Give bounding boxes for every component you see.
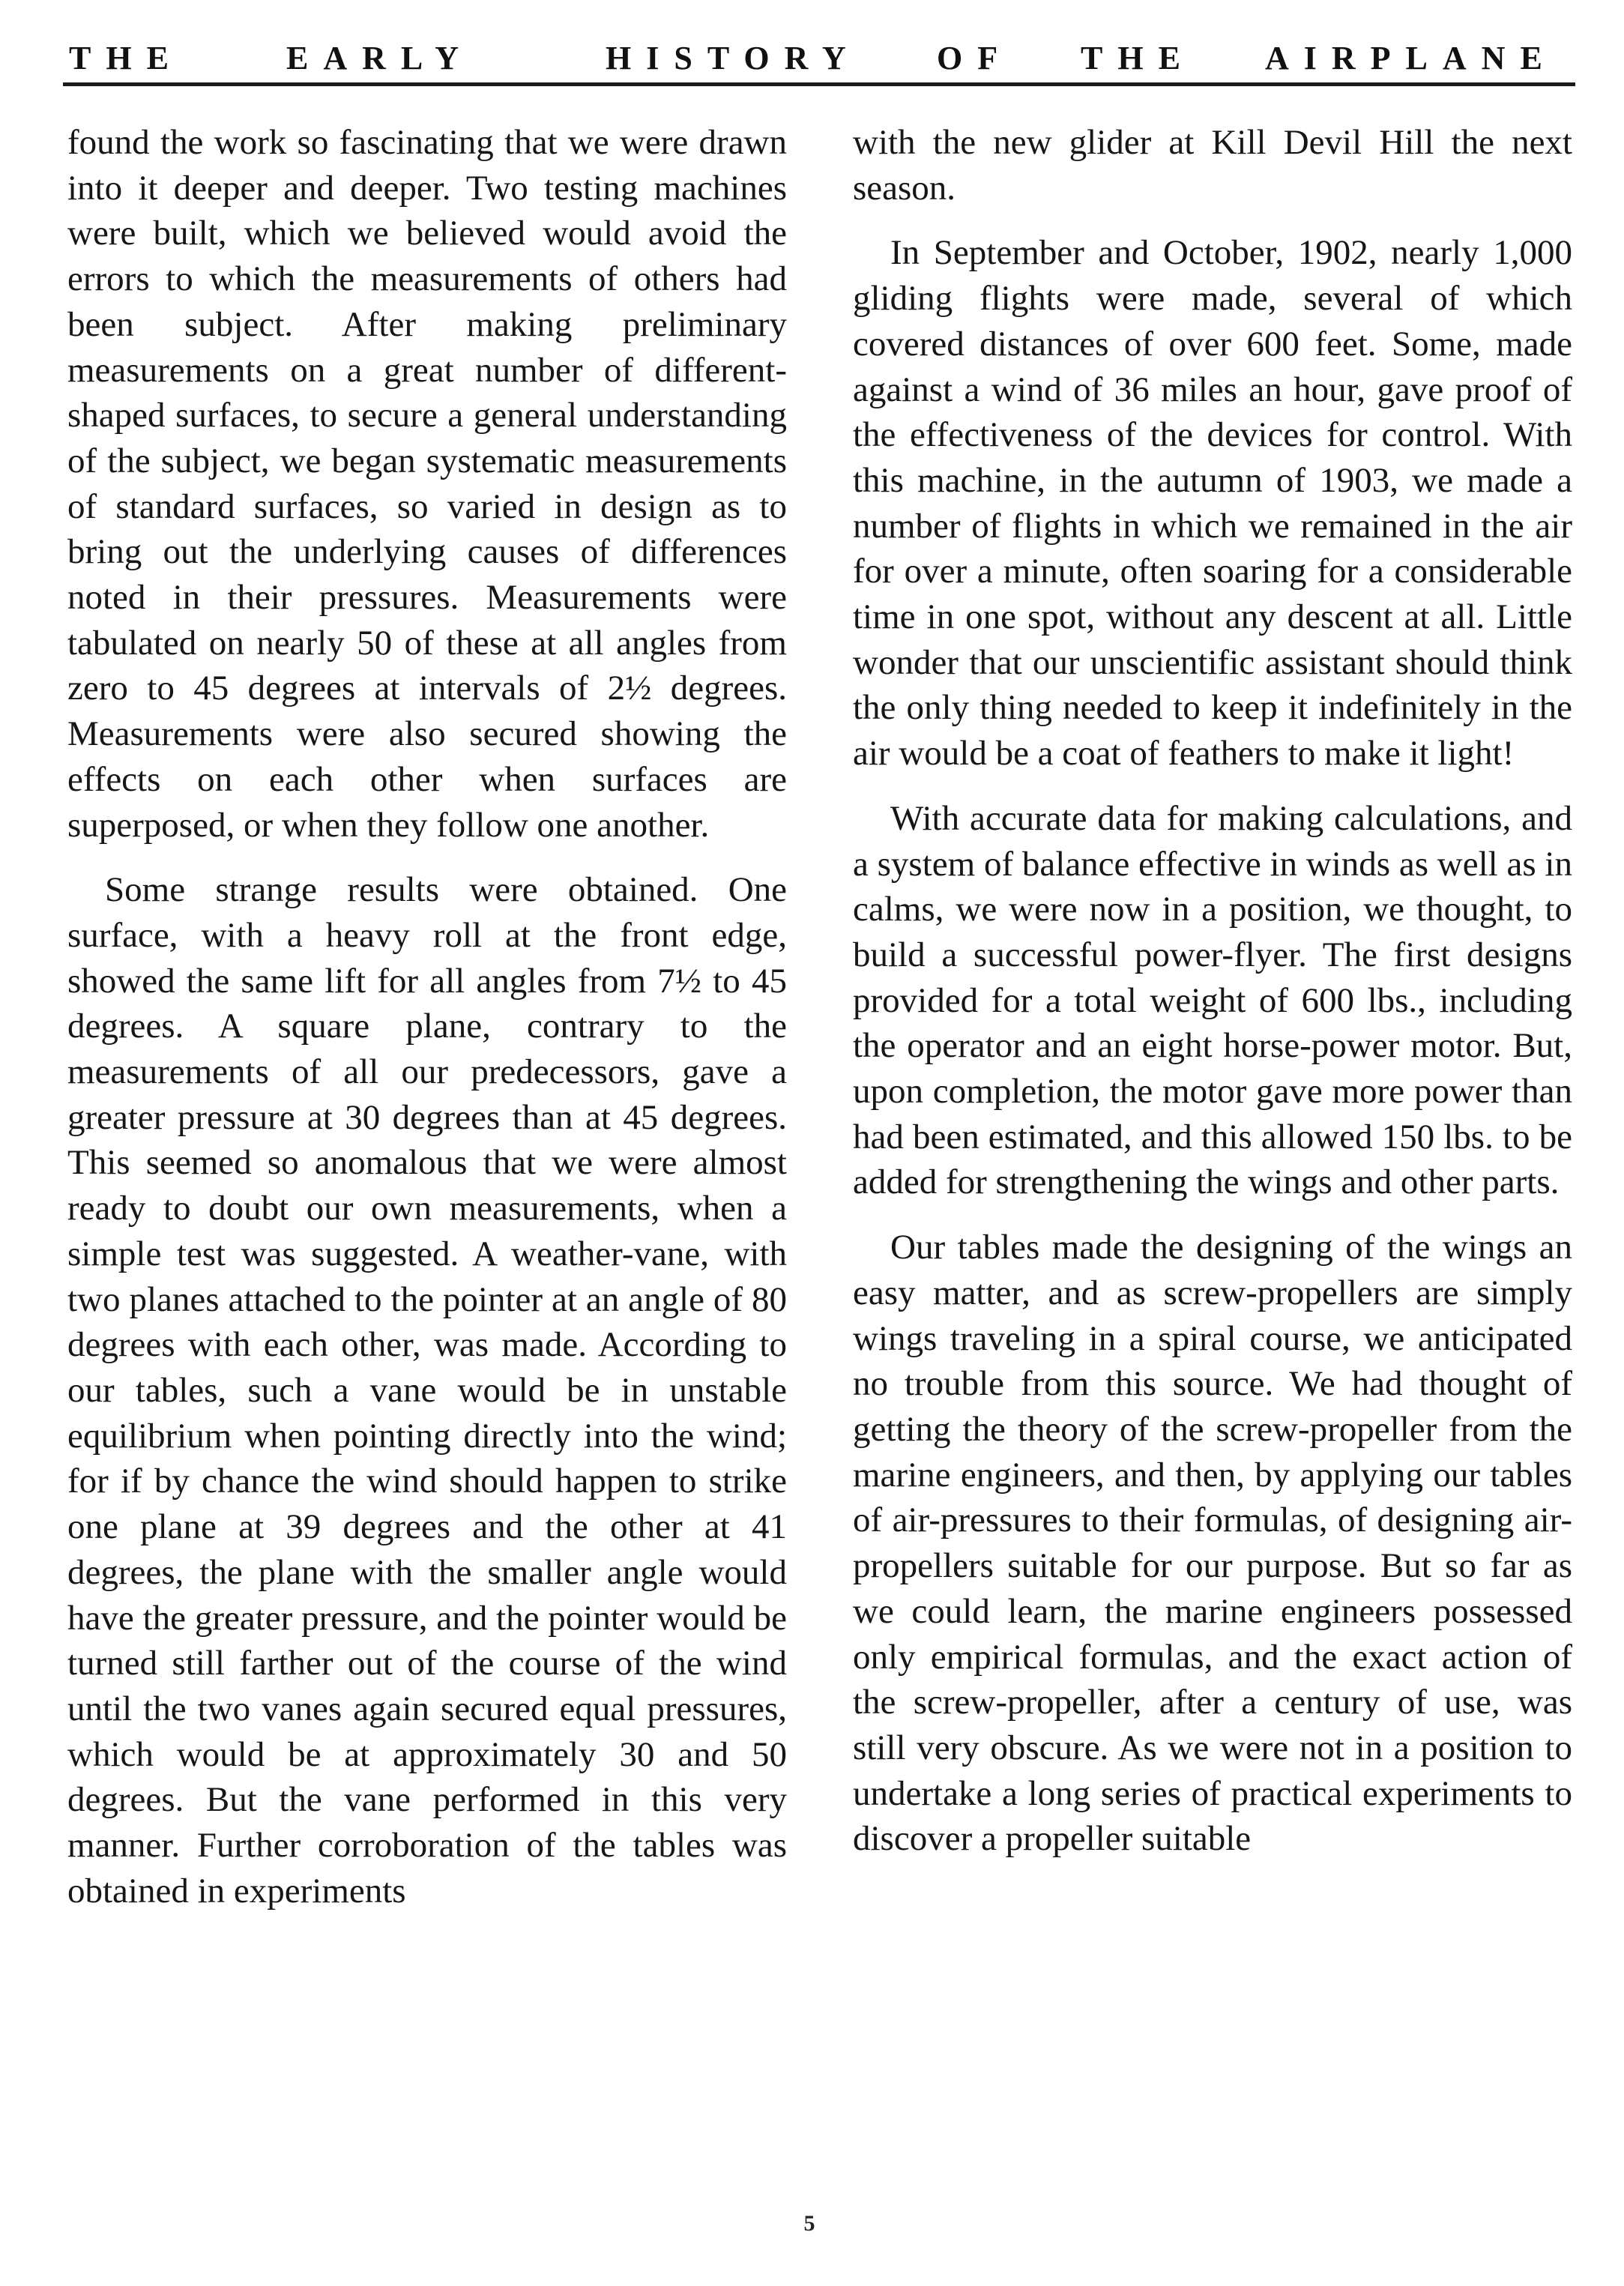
running-head-word: AIRPLANE — [1265, 40, 1557, 76]
header-rule — [63, 82, 1575, 86]
running-head-word: OF — [937, 40, 1013, 76]
running-head-word: THE — [69, 40, 184, 76]
paragraph: Some strange results were obtained. One surface, with a heavy roll at the front edge, showed the same lift for all angles from 7½ to 45 degrees. A square plane, contrary to the measurements of all our predecessors, gave a greater pressure at 30 degrees than at 45 degrees. This seemed so anomalous that we were almost ready to doubt our own measurements, when a simple test was suggested. A weather-vane, with two planes attached to the pointer at an angle of 80 degrees with each other, was made. According to our tables, such a vane would be in unstable equilibrium when pointing directly into the wind; for if by chance the wind should happen to strike one plane at 39 degrees and the other at 41 degrees, the plane with the smaller angle would have the greater pressure, and the pointer would be turned still farther out of the course of the wind until the two vanes again secured equal pressures, which would be at approximately 30 and 50 degrees. But the vane performed in this very manner. Further corroboration of the tables was obtained in experiments — [67, 870, 787, 1910]
paragraph: Our tables made the designing of the wings an easy matter, and as screw-propellers are simply wings traveling in a spiral course, we anticipated no trouble from this source. We had thought of getting the theory of the screw-propeller from the marine engineers, and then, by applying our tables of air-pressures to their formulas, of designing air-propellers suitable for our purpose. But so far as we could learn, the marine engineers possessed only empirical formulas, and the exact action of the screw-propeller, after a century of use, was still very obscure. As we were not in a position to undertake a long series of practical experiments to discover a propeller suitable — [853, 1228, 1572, 1859]
running-head — [66, 36, 1574, 81]
right-column — [853, 120, 1572, 1881]
running-head-word: EARLY — [286, 40, 474, 76]
paragraph: With accurate data for making calculations, and a system of balance effective in winds as well as in calms, we were now in a position, we thought, to build a successful power-flyer. The first designs provided for a total weight of 600 lbs., including the operator and an eight horse-power motor. But, upon completion, the motor gave more power than had been estimated, and this allowed 150 lbs. to be added for strengthening the wings and other parts. — [853, 798, 1572, 1202]
paragraph: found the work so fascinating that we were drawn into it deeper and deeper. Two testing machines were built, which we believed would avoid the errors to which the measurements of others had been subject. After making preliminary measurements on a great number of different-shaped surfaces, to secure a general understanding of the subject, we began systematic measurements of standard surfaces, so varied in design as to bring out the underlying causes of differences noted in their pressures. Measurements were tabulated on nearly 50 of these at all angles from zero to 45 degrees at intervals of 2½ degrees. Measurements were also secured showing the effects on each other when surfaces are superposed, or when they follow one another. — [67, 123, 787, 845]
paragraph: with the new glider at Kill Devil Hill the next season. — [853, 123, 1572, 208]
paragraph: In September and October, 1902, nearly 1,000 gliding flights were made, several of which covered distances of over 600 feet. Some, made against a wind of 36 miles an hour, gave proof of the effectiveness of the devices for control. With this machine, in the autumn of 1903, we made a number of flights in which we remained in the air for over a minute, often soaring for a considerable time in one spot, without any descent at all. Little wonder that our unscientific assistant should think the only thing needed to keep it indefinitely in the air would be a coat of feathers to make it light! — [853, 233, 1572, 773]
running-head-word: HISTORY — [606, 40, 861, 76]
left-column — [67, 120, 787, 1933]
running-head-word: THE — [1081, 40, 1195, 76]
page-number: 5 — [803, 2211, 815, 2236]
